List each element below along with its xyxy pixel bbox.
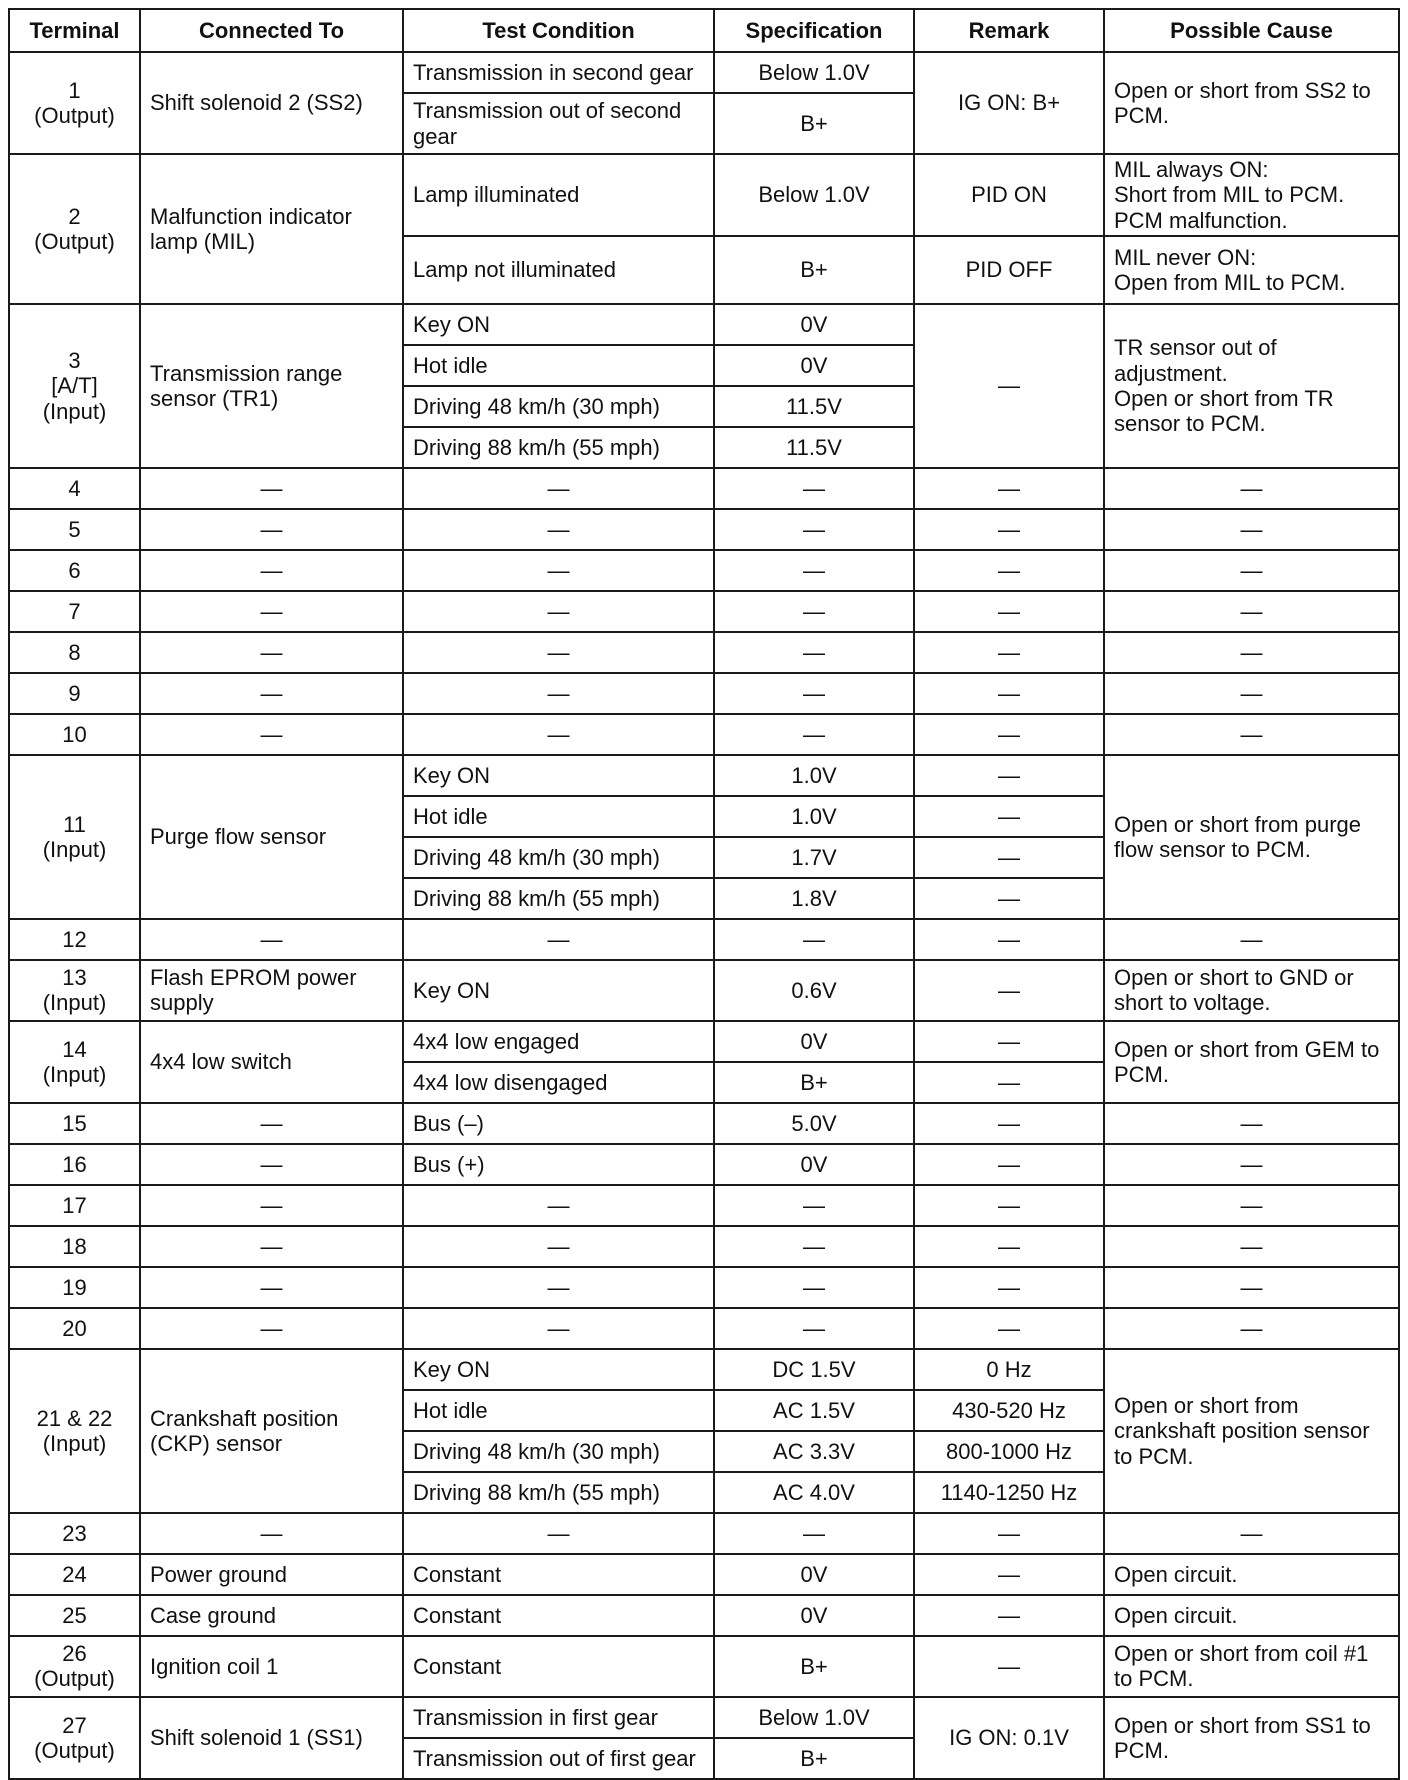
table-row [9,550,1399,591]
condition-cell: — [403,1226,714,1267]
cause-cell: Open or short from GEM to PCM. [1104,1021,1399,1103]
connected-cell: — [140,632,403,673]
connected-cell: — [140,714,403,755]
condition-cell: Driving 48 km/h (30 mph) [403,386,714,427]
remark-cell: — [914,1144,1104,1185]
connected-cell: Ignition coil 1 [140,1636,403,1697]
cause-cell: — [1104,1308,1399,1349]
spec-cell: — [714,1513,914,1554]
remark-cell: — [914,304,1104,468]
spec-cell: AC 3.3V [714,1431,914,1472]
spec-cell: — [714,673,914,714]
header-specification: Specification [714,9,914,52]
terminal-cell: 18 [9,1226,140,1267]
condition-cell: 4x4 low disengaged [403,1062,714,1103]
condition-cell: — [403,591,714,632]
remark-cell: — [914,468,1104,509]
cause-cell: — [1104,673,1399,714]
remark-cell: — [914,1226,1104,1267]
remark-cell: — [914,1185,1104,1226]
terminal-cell: 1 (Output) [9,52,140,154]
spec-cell: 0.6V [714,960,914,1021]
cause-cell: — [1104,509,1399,550]
spec-cell: B+ [714,1738,914,1779]
remark-cell: 0 Hz [914,1349,1104,1390]
connected-cell: Flash EPROM power supply [140,960,403,1021]
remark-cell: — [914,1636,1104,1697]
condition-cell: Transmission out of second gear [403,93,714,154]
remark-cell: — [914,509,1104,550]
terminal-cell: 21 & 22 (Input) [9,1349,140,1513]
spec-cell: Below 1.0V [714,1697,914,1738]
cause-cell: — [1104,468,1399,509]
header-terminal: Terminal [9,9,140,52]
condition-cell: — [403,1308,714,1349]
terminal-cell: 26 (Output) [9,1636,140,1697]
cause-cell: — [1104,1185,1399,1226]
spec-cell: 0V [714,1021,914,1062]
condition-cell: Transmission in second gear [403,52,714,93]
terminal-cell: 20 [9,1308,140,1349]
terminal-cell: 5 [9,509,140,550]
terminal-cell: 17 [9,1185,140,1226]
condition-cell: Hot idle [403,796,714,837]
table-row [9,1021,1399,1062]
cause-cell: — [1104,1103,1399,1144]
condition-cell: Driving 88 km/h (55 mph) [403,878,714,919]
remark-cell: — [914,919,1104,960]
remark-cell: PID OFF [914,236,1104,304]
terminal-cell: 27 (Output) [9,1697,140,1779]
spec-cell: 0V [714,1595,914,1636]
spec-cell: B+ [714,93,914,154]
remark-cell: — [914,1021,1104,1062]
connected-cell: Purge flow sensor [140,755,403,919]
condition-cell: — [403,919,714,960]
terminal-cell: 10 [9,714,140,755]
spec-cell: DC 1.5V [714,1349,914,1390]
condition-cell: — [403,1513,714,1554]
cause-cell: TR sensor out of adjustment. Open or short from TR sensor to PCM. [1104,304,1399,468]
remark-cell: — [914,1267,1104,1308]
condition-cell: Key ON [403,1349,714,1390]
condition-cell: Driving 48 km/h (30 mph) [403,1431,714,1472]
cause-cell: Open or short from SS2 to PCM. [1104,52,1399,154]
remark-cell: — [914,714,1104,755]
cause-cell: — [1104,632,1399,673]
spec-cell: — [714,1308,914,1349]
table-row [9,1513,1399,1554]
remark-cell: IG ON: 0.1V [914,1697,1104,1779]
spec-cell: 0V [714,1554,914,1595]
cause-cell: Open circuit. [1104,1554,1399,1595]
terminal-cell: 2 (Output) [9,154,140,304]
pcm-terminal-table-page [8,8,1398,1780]
connected-cell: — [140,1513,403,1554]
condition-cell: Driving 88 km/h (55 mph) [403,1472,714,1513]
spec-cell: — [714,468,914,509]
spec-cell: — [714,509,914,550]
table-row [9,591,1399,632]
remark-cell: 800-1000 Hz [914,1431,1104,1472]
condition-cell: Constant [403,1554,714,1595]
connected-cell: — [140,1308,403,1349]
connected-cell: Case ground [140,1595,403,1636]
connected-cell: — [140,673,403,714]
connected-cell: Shift solenoid 1 (SS1) [140,1697,403,1779]
spec-cell: 5.0V [714,1103,914,1144]
remark-cell: — [914,878,1104,919]
table-row [9,714,1399,755]
spec-cell: 0V [714,1144,914,1185]
table-row [9,509,1399,550]
spec-cell: Below 1.0V [714,154,914,236]
connected-cell: — [140,1144,403,1185]
cause-cell: Open or short from purge flow sensor to PCM. [1104,755,1399,919]
condition-cell: Driving 48 km/h (30 mph) [403,837,714,878]
cause-cell: Open or short from crankshaft position sensor to PCM. [1104,1349,1399,1513]
terminal-cell: 23 [9,1513,140,1554]
remark-cell: — [914,755,1104,796]
spec-cell: 11.5V [714,427,914,468]
table-row [9,755,1399,796]
terminal-cell: 15 [9,1103,140,1144]
condition-cell: Hot idle [403,345,714,386]
spec-cell: — [714,714,914,755]
cause-cell: — [1104,550,1399,591]
remark-cell: — [914,1103,1104,1144]
spec-cell: — [714,550,914,591]
table-row [9,1595,1399,1636]
cause-cell: Open circuit. [1104,1595,1399,1636]
condition-cell: 4x4 low engaged [403,1021,714,1062]
remark-cell: — [914,1308,1104,1349]
spec-cell: — [714,1267,914,1308]
terminal-cell: 12 [9,919,140,960]
cause-cell: — [1104,714,1399,755]
remark-cell: 430-520 Hz [914,1390,1104,1431]
connected-cell: Crankshaft position (CKP) sensor [140,1349,403,1513]
remark-cell: — [914,796,1104,837]
connected-cell: — [140,468,403,509]
spec-cell: AC 1.5V [714,1390,914,1431]
cause-cell: — [1104,1267,1399,1308]
connected-cell: Power ground [140,1554,403,1595]
spec-cell: B+ [714,236,914,304]
table-row [9,1144,1399,1185]
condition-cell: Constant [403,1636,714,1697]
terminal-cell: 11 (Input) [9,755,140,919]
spec-cell: 1.0V [714,796,914,837]
cause-cell: Open or short from SS1 to PCM. [1104,1697,1399,1779]
terminal-cell: 8 [9,632,140,673]
condition-cell: — [403,550,714,591]
remark-cell: — [914,1513,1104,1554]
spec-cell: 1.7V [714,837,914,878]
table-row [9,673,1399,714]
header-remark: Remark [914,9,1104,52]
terminal-cell: 6 [9,550,140,591]
condition-cell: Hot idle [403,1390,714,1431]
remark-cell: IG ON: B+ [914,52,1104,154]
spec-cell: B+ [714,1636,914,1697]
condition-cell: Driving 88 km/h (55 mph) [403,427,714,468]
connected-cell: — [140,1267,403,1308]
connected-cell: 4x4 low switch [140,1021,403,1103]
remark-cell: — [914,632,1104,673]
table-row [9,468,1399,509]
header-connected-to: Connected To [140,9,403,52]
remark-cell: PID ON [914,154,1104,236]
cause-cell: — [1104,919,1399,960]
cause-cell: — [1104,1513,1399,1554]
connected-cell: — [140,1185,403,1226]
condition-cell: Key ON [403,304,714,345]
table-row [9,1267,1399,1308]
pcm-terminal-table [8,8,1400,1780]
remark-cell: — [914,673,1104,714]
cause-cell: — [1104,591,1399,632]
condition-cell: — [403,468,714,509]
spec-cell: 0V [714,304,914,345]
remark-cell: — [914,837,1104,878]
connected-cell: — [140,509,403,550]
table-row [9,960,1399,1021]
condition-cell: Bus (+) [403,1144,714,1185]
condition-cell: Key ON [403,960,714,1021]
condition-cell: Bus (–) [403,1103,714,1144]
terminal-cell: 4 [9,468,140,509]
condition-cell: Lamp illuminated [403,154,714,236]
remark-cell: — [914,1554,1104,1595]
cause-cell: MIL always ON: Short from MIL to PCM. PCM malfunction. [1104,154,1399,236]
table-row [9,1697,1399,1738]
header-row [9,9,1399,52]
spec-cell: 0V [714,345,914,386]
table-row [9,154,1399,236]
terminal-cell: 25 [9,1595,140,1636]
terminal-cell: 9 [9,673,140,714]
header-possible-cause: Possible Cause [1104,9,1399,52]
cause-cell: — [1104,1226,1399,1267]
remark-cell: — [914,550,1104,591]
spec-cell: B+ [714,1062,914,1103]
condition-cell: Key ON [403,755,714,796]
condition-cell: Constant [403,1595,714,1636]
remark-cell: 1140-1250 Hz [914,1472,1104,1513]
table-row [9,1636,1399,1697]
spec-cell: Below 1.0V [714,52,914,93]
table-row [9,1349,1399,1390]
cause-cell: Open or short to GND or short to voltage. [1104,960,1399,1021]
header-test-condition: Test Condition [403,9,714,52]
table-row [9,919,1399,960]
condition-cell: — [403,1185,714,1226]
connected-cell: Shift solenoid 2 (SS2) [140,52,403,154]
condition-cell: — [403,632,714,673]
table-row [9,52,1399,93]
connected-cell: — [140,1103,403,1144]
connected-cell: — [140,591,403,632]
table-row [9,1226,1399,1267]
terminal-cell: 16 [9,1144,140,1185]
spec-cell: 1.0V [714,755,914,796]
connected-cell: — [140,550,403,591]
condition-cell: — [403,714,714,755]
table-row [9,1308,1399,1349]
table-row [9,632,1399,673]
condition-cell: — [403,673,714,714]
condition-cell: — [403,1267,714,1308]
terminal-cell: 24 [9,1554,140,1595]
connected-cell: — [140,1226,403,1267]
cause-cell: MIL never ON: Open from MIL to PCM. [1104,236,1399,304]
terminal-cell: 13 (Input) [9,960,140,1021]
terminal-cell: 7 [9,591,140,632]
remark-cell: — [914,1062,1104,1103]
spec-cell: AC 4.0V [714,1472,914,1513]
table-row [9,1185,1399,1226]
condition-cell: — [403,509,714,550]
cause-cell: — [1104,1144,1399,1185]
table-row [9,304,1399,345]
terminal-cell: 14 (Input) [9,1021,140,1103]
spec-cell: 11.5V [714,386,914,427]
spec-cell: — [714,1185,914,1226]
remark-cell: — [914,591,1104,632]
spec-cell: — [714,632,914,673]
table-row [9,1103,1399,1144]
terminal-cell: 19 [9,1267,140,1308]
condition-cell: Transmission out of first gear [403,1738,714,1779]
spec-cell: — [714,919,914,960]
spec-cell: — [714,591,914,632]
cause-cell: Open or short from coil #1 to PCM. [1104,1636,1399,1697]
spec-cell: — [714,1226,914,1267]
terminal-cell: 3 [A/T] (Input) [9,304,140,468]
connected-cell: — [140,919,403,960]
remark-cell: — [914,960,1104,1021]
condition-cell: Lamp not illuminated [403,236,714,304]
spec-cell: 1.8V [714,878,914,919]
table-row [9,1554,1399,1595]
condition-cell: Transmission in first gear [403,1697,714,1738]
connected-cell: Transmission range sensor (TR1) [140,304,403,468]
connected-cell: Malfunction indicator lamp (MIL) [140,154,403,304]
remark-cell: — [914,1595,1104,1636]
